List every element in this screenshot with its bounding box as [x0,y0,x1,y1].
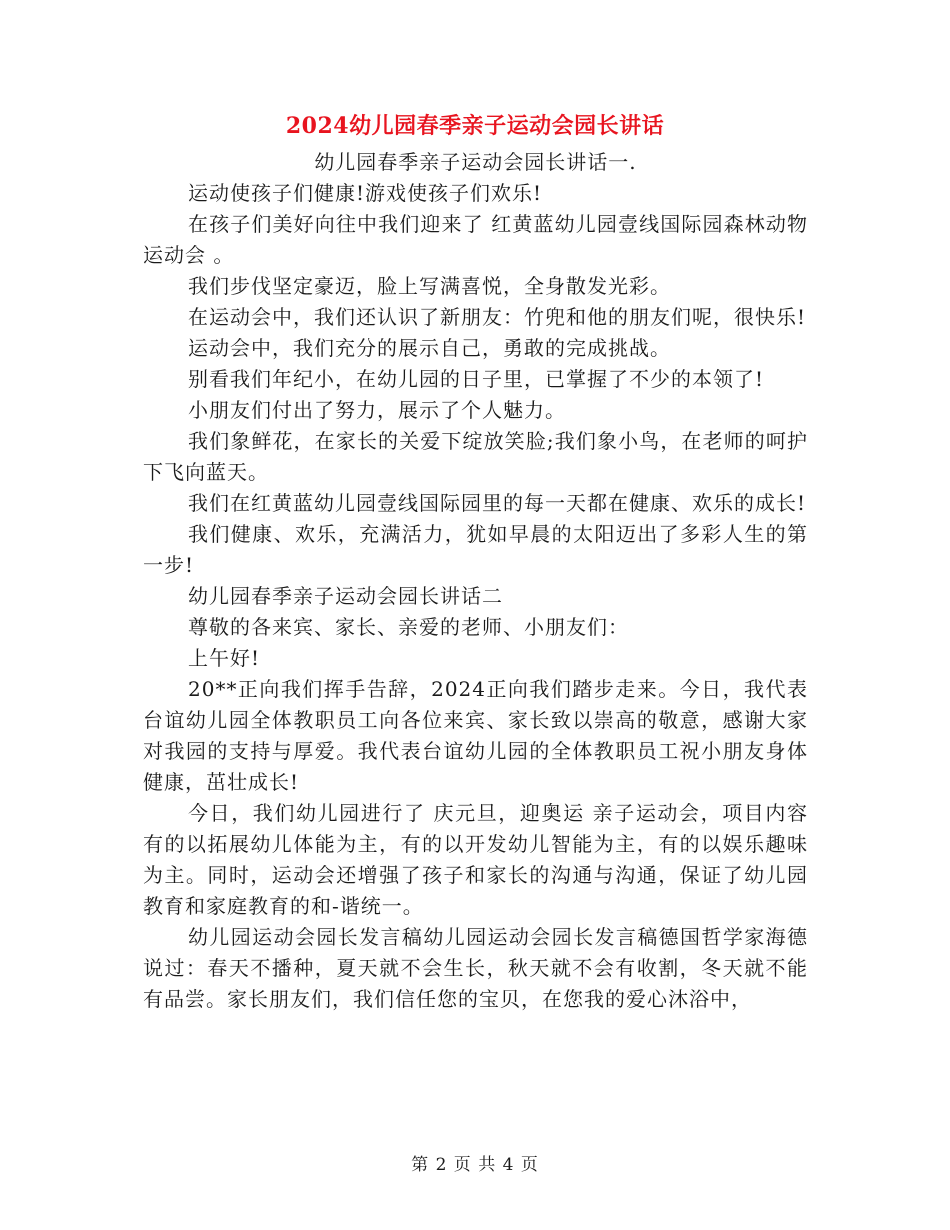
paragraph: 在孩子们美好向往中我们迎来了 红黄蓝幼儿园壹线国际园森林动物运动会 。 [143,212,808,267]
document-body [143,147,808,1015]
salutation: 尊敬的各来宾、家长、亲爱的老师、小朋友们： [188,615,629,639]
paragraph: 幼儿园运动会园长发言稿幼儿园运动会园长发言稿德国哲学家海德说过：春天不播种，夏天就不会生长，秋天就不会有收割，冬天就不能有品尝。家长朋友们，我们信任您的宝贝，在您我的爱心沐浴中， [143,925,808,1011]
greeting: 上午好! [188,646,261,670]
paragraph: 运动会中，我们充分的展示自己，勇敢的完成挑战。 [188,336,671,360]
paragraph: 别看我们年纪小，在幼儿园的日子里，已掌握了不少的本领了! [188,367,765,391]
document-title: 2024幼儿园春季亲子运动会园长讲话 [285,113,665,139]
paragraph: 运动使孩子们健康!游戏使孩子们欢乐! [188,181,543,205]
paragraph: 今日，我们幼儿园进行了 庆元旦，迎奥运 亲子运动会，项目内容有的以拓展幼儿体能为主，有的以开发幼儿智能为主，有的以娱乐趣味为主。同时，运动会还增强了孩子和家长的沟通与沟通，保证了幼儿园教育和家庭教育的和-谐统一。 [143,801,808,918]
paragraph: 我们步伐坚定豪迈，脸上写满喜悦，全身散发光彩。 [188,274,671,298]
paragraph: 我们象鲜花，在家长的关爱下绽放笑脸;我们象小鸟，在老师的呵护下飞向蓝天。 [143,429,808,484]
paragraph: 小朋友们付出了努力，展示了个人魅力。 [188,398,566,422]
section-heading: 幼儿园春季亲子运动会园长讲话二 [188,584,503,608]
paragraph: 20**正向我们挥手告辞，2024正向我们踏步走来。今日，我代表台谊幼儿园全体教职员工向各位来宾、家长致以崇高的敬意，感谢大家对我园的支持与厚爱。我代表台谊幼儿园的全体教职员工祝小朋友身体健康，茁壮成长! [143,677,808,794]
document-subtitle: 幼儿园春季亲子运动会园长讲话一. [314,150,637,174]
paragraph: 我们健康、欢乐，充满活力，犹如早晨的太阳迈出了多彩人生的第一步! [143,522,808,577]
paragraph: 我们在红黄蓝幼儿园壹线国际园里的每一天都在健康、欢乐的成长! [188,491,807,515]
paragraph: 在运动会中，我们还认识了新朋友：竹兜和他的朋友们呢，很快乐! [188,305,807,329]
page-number-footer: 第 2 页 共 4 页 [411,1155,539,1175]
